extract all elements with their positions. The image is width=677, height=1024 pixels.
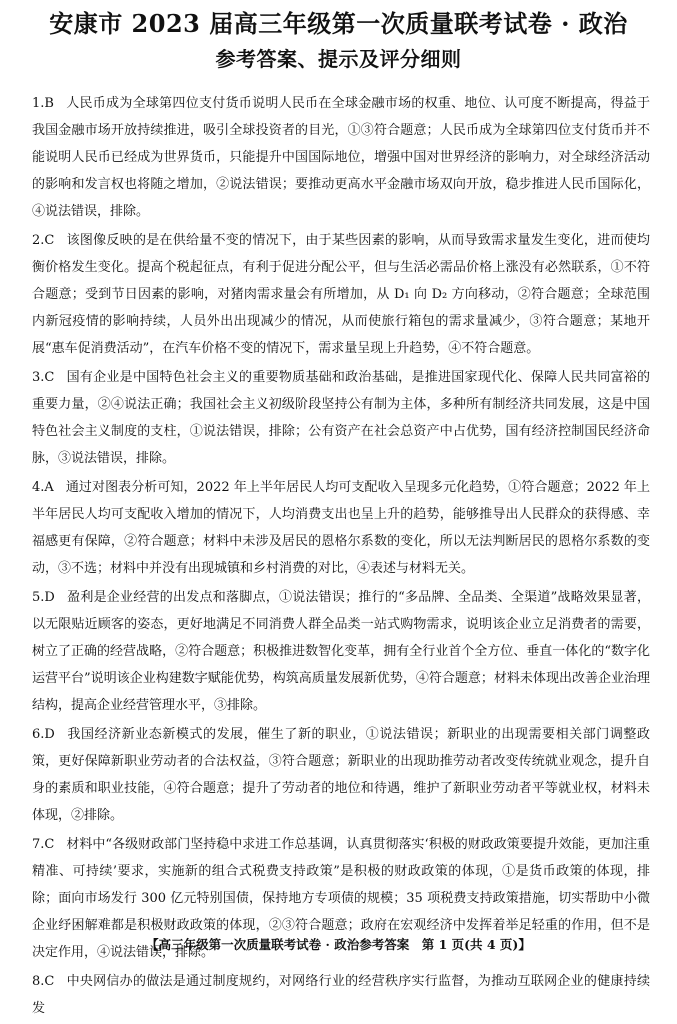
- question-number: 3.: [32, 370, 45, 385]
- answer-item: [32, 474, 650, 582]
- answer-key: D: [44, 590, 55, 605]
- answer-explanation: 中央网信办的做法是通过制度规约，对网络行业的经营秩序实行监督，为推动互联网企业的健康持续发: [32, 974, 650, 1016]
- question-number: 1.: [32, 96, 45, 111]
- answer-key: C: [44, 974, 55, 989]
- answer-item: [32, 721, 650, 829]
- answer-key: B: [44, 96, 54, 111]
- answer-item: [32, 364, 650, 472]
- page-subtitle: 参考答案、提示及评分细则: [215, 47, 462, 71]
- question-number: 8.: [32, 974, 45, 989]
- page-title: 安康市 2023 届高三年级第一次质量联考试卷 · 政治: [49, 9, 628, 38]
- answer-explanation: 通过对图表分析可知，2022 年上半年居民人均可支配收入呈现多元化趋势，①符合题意；2022 年上半年居民人均可支配收入增加的情况下，人均消费支出也呈上升的趋势，能够推导出人民群众的获得感、幸福感更有保障，②符合题意；材料中未涉及居民的恩格尔系数的变化，所以无法判断居民的恩格尔系数的变动，③不选；材料中并没有出现城镇和乡村消费的对比，④表述与材料无关。: [32, 480, 650, 576]
- answer-explanation: 国有企业是中国特色社会主义的重要物质基础和政治基础，是推进国家现代化、保障人民共同富裕的重要力量，②④说法正确；我国社会主义初级阶段坚持公有制为主体，多种所有制经济共同发展，这是中国特色社会主义制度的支柱，①说法错误，排除；公有资产在社会总资产中占优势，国有经济控制国民经济命脉，③说法错误，排除。: [32, 370, 650, 466]
- answer-key: C: [44, 233, 55, 248]
- question-number: 4.: [32, 480, 45, 495]
- question-number: 7.: [32, 837, 45, 852]
- answer-key: C: [44, 370, 55, 385]
- answer-explanation: 材料中“各级财政部门坚持稳中求进工作总基调，认真贯彻落实‘积极的财政政策要提升效能，更加注重精准、可持续’要求，实施新的组合式税费支持政策”是积极的财政政策的体现，①是货币政策的体现，排除；面向市场发行 300 亿元特别国债，保持地方专项债的规模；35 项税费支持政策措施，切实帮助中小微企业纾困解难都是积极财政政策的体现，②③符合题意；政府在宏观经济中发挥着举足轻重的作用，但不是决定作用，④说法错误，排除。: [32, 837, 650, 960]
- page-footer: 【高三年级第一次质量联考试卷 · 政治参考答案 第 1 页(共 4 页)】: [146, 937, 531, 952]
- answer-item: [32, 968, 650, 1022]
- answer-explanation: 我国经济新业态新模式的发展，催生了新的职业，①说法错误；新职业的出现需要相关部门调整政策，更好保障新职业劳动者的合法权益，③符合题意；新职业的出现助推劳动者改变传统就业观念，提升自身的素质和职业技能，④符合题意；提升了劳动者的地位和待遇，维护了新职业劳动者平等就业权，材料未体现，②排除。: [32, 727, 650, 823]
- answer-item: [32, 90, 650, 225]
- answer-explanation: 人民币成为全球第四位支付货币说明人民币在全球金融市场的权重、地位、认可度不断提高，得益于我国金融市场开放持续推进，吸引全球投资者的目光，①③符合题意；人民币成为全球第四位支付货币并不能说明人民币已经成为世界货币，只能提升中国国际地位，增强中国对世界经济的影响力，对全球经济活动的影响和发言权也将随之增加，②说法错误；要推动更高水平金融市场双向开放，稳步推进人民币国际化，④说法错误，排除。: [32, 96, 650, 219]
- answer-key: D: [44, 727, 55, 742]
- answer-item: [32, 584, 650, 719]
- answer-explanation: 该图像反映的是在供给量不变的情况下，由于某些因素的影响，从而导致需求量发生变化，进而使均衡价格发生变化。提高个税起征点，有利于促进分配公平，但与生活必需品价格上涨没有必然联系，①不符合题意；受到节日因素的影响，对猪肉需求量会有所增加，从 D₁ 向 D₂ 方向移动，②符合题意；全球范围内新冠疫情的影响持续，人员外出出现减少的情况，从而使旅行箱包的需求量减少，③符合题意；某地开展“惠车促消费活动”，在汽车价格不变的情况下，需求量呈现上升趋势，④不符合题意。: [32, 233, 650, 356]
- answer-key: A: [44, 480, 54, 495]
- answer-list: [32, 90, 650, 1024]
- question-number: 5.: [32, 590, 45, 605]
- question-number: 6.: [32, 727, 45, 742]
- answer-key: C: [44, 837, 55, 852]
- answer-item: [32, 227, 650, 362]
- answer-explanation: 盈利是企业经营的出发点和落脚点，①说法错误；推行的“多品牌、全品类、全渠道”战略效果显著，以无限贴近顾客的姿态，更好地满足不同消费人群全品类一站式购物需求，说明该企业立足消费者的需要，树立了正确的经营战略，②符合题意；积极推进数智化变革，拥有全行业首个全方位、垂直一体化的“数字化运营平台”说明该企业构建数字赋能优势，构筑高质量发展新优势，④符合题意；材料未体现出改善企业治理结构，提高企业经营管理水平，③排除。: [32, 590, 650, 713]
- question-number: 2.: [32, 233, 45, 248]
